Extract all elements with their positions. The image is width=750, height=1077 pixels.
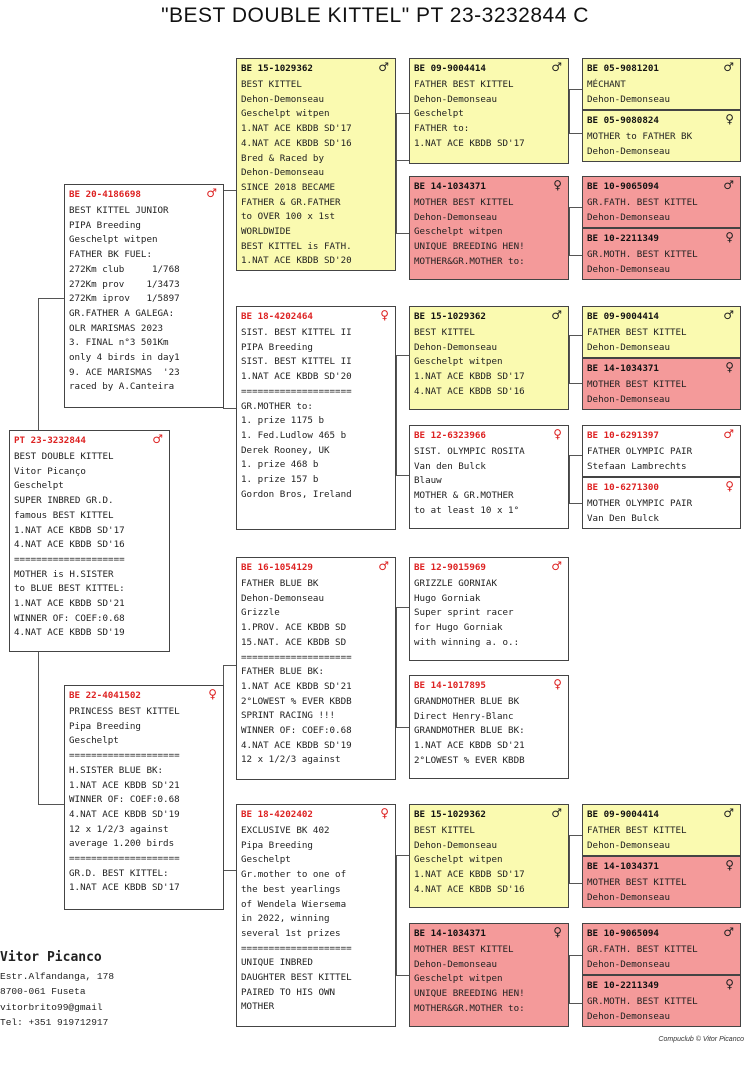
- connector-line: [38, 804, 64, 805]
- info-line: Van den Bulck: [414, 460, 486, 472]
- info-line: 1. prize 468 b: [241, 459, 319, 471]
- info-line: FATHER BK FUEL:: [69, 249, 152, 261]
- info-line: Dehon-Demonseau: [414, 839, 497, 851]
- info-line: GR.D. BEST KITTEL:: [69, 867, 169, 879]
- grandfather-maternal-card[interactable]: [236, 557, 396, 780]
- grandmother-paternal-card[interactable]: [236, 306, 396, 530]
- ring-number: BE 18-4202402: [241, 809, 313, 820]
- gen4-card-2[interactable]: [409, 176, 569, 280]
- female-icon: ♀: [725, 479, 734, 493]
- pedigree-title: "BEST DOUBLE KITTEL" PT 23-3232844 C: [161, 4, 589, 27]
- info-line: ====================: [14, 553, 125, 565]
- info-line: Geschelpt: [14, 480, 64, 492]
- ring-number: BE 09-9004414: [587, 809, 659, 820]
- info-line: 4.NAT ACE KBDB SD'19: [69, 808, 180, 820]
- connector-line: [396, 727, 410, 728]
- info-line: Pipa Breeding: [69, 720, 141, 732]
- info-line: 15.NAT. ACE KBDB SD: [241, 636, 347, 648]
- gen5-card-1[interactable]: [582, 58, 741, 110]
- info-line: Dehon-Demonseau: [587, 145, 670, 157]
- info-line: GR.FATH. BEST KITTEL: [587, 944, 698, 955]
- connector-line: [569, 89, 582, 90]
- gen5-card-8[interactable]: [582, 477, 741, 529]
- info-line: MOTHER OLYMPIC PAIR: [587, 498, 693, 509]
- male-icon: ♂: [723, 178, 734, 192]
- info-line: Dehon-Demonseau: [241, 592, 324, 604]
- male-icon: ♂: [378, 60, 389, 74]
- connector-line: [38, 298, 64, 299]
- ring-number: BE 12-9015969: [414, 562, 486, 573]
- info-line: 4.NAT ACE KBDB SD'19: [241, 739, 352, 751]
- female-icon: ♀: [380, 806, 389, 820]
- info-line: FATHER BEST KITTEL: [587, 825, 687, 836]
- gen4-card-6[interactable]: [409, 675, 569, 779]
- male-icon: ♂: [551, 60, 562, 74]
- info-line: 2°LOWEST % EVER KBDB: [241, 695, 352, 707]
- info-line: GR.FATHER A GALEGA:: [69, 307, 175, 319]
- info-line: 1.NAT ACE KBDB SD'17: [14, 524, 125, 536]
- info-line: WINNER OF: COEF:0.68: [14, 612, 125, 624]
- info-line: SUPER INBRED GR.D.: [14, 495, 114, 507]
- connector-line: [396, 355, 410, 356]
- info-line: Derek Rooney, UK: [241, 444, 330, 456]
- info-line: DAUGHTER BEST KITTEL: [241, 972, 352, 984]
- gen4-card-7[interactable]: [409, 804, 569, 908]
- info-line: ====================: [69, 853, 180, 865]
- info-line: WINNER OF: COEF:0.68: [241, 725, 352, 737]
- connector-line: [396, 233, 410, 234]
- info-line: BEST DOUBLE KITTEL: [14, 451, 114, 462]
- ring-number: BE 14-1034371: [587, 363, 659, 374]
- connector-line: [569, 455, 570, 503]
- info-line: 9. ACE MARISMAS '23: [69, 366, 180, 378]
- owner-address-line: Estr.Alfandanga, 178: [0, 970, 115, 982]
- info-line: ====================: [241, 385, 352, 397]
- ring-number: BE 20-4186698: [69, 189, 141, 200]
- info-line: Direct Henry-Blanc: [414, 710, 514, 722]
- info-line: Dehon-Demonseau: [414, 958, 497, 970]
- info-line: BEST KITTEL JUNIOR: [69, 205, 169, 216]
- info-line: 1.NAT ACE KBDB SD'17: [241, 123, 352, 135]
- gen4-card-4[interactable]: [409, 425, 569, 529]
- info-line: Dehon-Demonseau: [241, 167, 324, 179]
- info-line: MOTHER BEST KITTEL: [414, 197, 514, 208]
- ring-number: BE 10-9065094: [587, 181, 659, 192]
- info-line: GR.MOTH. BEST KITTEL: [587, 996, 698, 1007]
- connector-line: [38, 652, 39, 804]
- info-line: MOTHER BEST KITTEL: [587, 379, 687, 390]
- connector-line: [569, 883, 582, 884]
- info-line: MOTHER&GR.MOTHER to:: [414, 255, 525, 267]
- info-line: 4.NAT ACE KBDB SD'16: [241, 137, 352, 149]
- female-icon: ♀: [725, 230, 734, 244]
- info-line: only 4 birds in day1: [69, 352, 180, 364]
- info-line: 1.NAT ACE KBDB SD'21: [14, 598, 125, 610]
- info-line: Blauw: [414, 475, 442, 487]
- info-line: 1. prize 157 b: [241, 474, 319, 486]
- info-line: SIST. OLYMPIC ROSITA: [414, 446, 525, 457]
- info-line: 1. prize 1175 b: [241, 415, 324, 427]
- gen5-card-4[interactable]: [582, 228, 741, 280]
- info-line: PAIRED TO HIS OWN: [241, 986, 336, 998]
- connector-line: [223, 190, 237, 191]
- info-line: Stefaan Lambrechts: [587, 460, 687, 472]
- male-icon: ♂: [551, 308, 562, 322]
- ring-number: PT 23-3232844: [14, 435, 86, 446]
- info-line: FATHER BEST KITTEL: [414, 79, 514, 90]
- info-line: for Hugo Gorniak: [414, 622, 503, 634]
- info-line: Super sprint racer: [414, 607, 514, 619]
- info-line: Grizzle: [241, 607, 280, 619]
- info-line: Van Den Bulck: [587, 512, 659, 524]
- info-line: Dehon-Demonseau: [414, 341, 497, 353]
- ring-number: BE 09-9004414: [414, 63, 486, 74]
- info-line: ====================: [69, 750, 180, 762]
- info-line: GR.FATH. BEST KITTEL: [587, 197, 698, 208]
- connector-line: [569, 255, 582, 256]
- connector-line: [569, 455, 582, 456]
- info-line: Dehon-Demonseau: [587, 211, 670, 223]
- connector-line: [569, 335, 570, 383]
- connector-line: [396, 160, 410, 161]
- grandfather-paternal-card[interactable]: [236, 58, 396, 271]
- ring-number: BE 05-9080824: [587, 115, 659, 126]
- ring-number: BE 15-1029362: [414, 311, 486, 322]
- gen4-card-8[interactable]: [409, 923, 569, 1027]
- info-line: 1.NAT ACE KBDB SD'17: [414, 137, 525, 149]
- info-line: with winning a. o.:: [414, 636, 520, 648]
- ring-number: BE 10-6291397: [587, 430, 659, 441]
- male-icon: ♂: [206, 186, 217, 200]
- connector-line: [569, 335, 582, 336]
- info-line: famous BEST KITTEL: [14, 509, 114, 521]
- info-line: FATHER OLYMPIC PAIR: [587, 446, 693, 457]
- connector-line: [569, 207, 570, 255]
- connector-line: [569, 383, 582, 384]
- connector-line: [396, 855, 397, 975]
- info-line: Geschelpt witpen: [69, 234, 158, 246]
- info-line: Dehon-Demonseau: [414, 93, 497, 105]
- connector-line: [223, 870, 237, 871]
- info-line: MOTHER&GR.MOTHER to:: [414, 1002, 525, 1014]
- ring-number: BE 15-1029362: [414, 809, 486, 820]
- female-icon: ♀: [208, 687, 217, 701]
- connector-line: [38, 298, 39, 433]
- connector-line: [569, 835, 570, 883]
- info-line: UNIQUE BREEDING HEN!: [414, 988, 525, 1000]
- info-line: Vitor Picanço: [14, 465, 86, 477]
- info-line: in 2022, winning: [241, 913, 330, 925]
- info-line: GRIZZLE GORNIAK: [414, 578, 497, 589]
- gen5-card-6[interactable]: [582, 358, 741, 410]
- female-icon: ♀: [553, 178, 562, 192]
- info-line: 272Km club 1/768: [69, 263, 180, 275]
- info-line: PIPA Breeding: [69, 219, 141, 231]
- info-line: Dehon-Demonseau: [414, 211, 497, 223]
- owner-name: Vitor Picanco: [0, 950, 102, 965]
- info-line: Gr.mother to one of: [241, 869, 347, 881]
- info-line: Gordon Bros, Ireland: [241, 488, 352, 500]
- ring-number: BE 18-4202464: [241, 311, 313, 322]
- info-line: 272Km prov 1/3473: [69, 278, 180, 290]
- info-line: GRANDMOTHER BLUE BK:: [414, 725, 525, 737]
- info-line: Bred & Raced by: [241, 152, 324, 164]
- info-line: GR.MOTH. BEST KITTEL: [587, 249, 698, 260]
- info-line: 12 x 1/2/3 against: [69, 823, 169, 835]
- male-icon: ♂: [723, 925, 734, 939]
- gen5-card-14[interactable]: [582, 856, 741, 908]
- info-line: Geschelpt witpen: [414, 356, 503, 368]
- connector-line: [569, 835, 582, 836]
- info-line: Dehon-Demonseau: [587, 393, 670, 405]
- info-line: Dehon-Demonseau: [587, 891, 670, 903]
- female-icon: ♀: [725, 858, 734, 872]
- female-icon: ♀: [725, 977, 734, 991]
- info-line: SPRINT RACING !!!: [241, 710, 336, 722]
- info-line: 2°LOWEST % EVER KBDB: [414, 754, 525, 766]
- info-line: the best yearlings: [241, 883, 341, 895]
- info-line: 1.NAT ACE KBDB SD'21: [414, 740, 525, 752]
- info-line: to OVER 100 x 1st: [241, 211, 336, 223]
- ring-number: BE 05-9081201: [587, 63, 659, 74]
- info-line: Dehon-Demonseau: [587, 263, 670, 275]
- info-line: MOTHER is H.SISTER: [14, 568, 114, 580]
- info-line: Dehon-Demonseau: [587, 93, 670, 105]
- connector-line: [396, 475, 410, 476]
- gen5-card-13[interactable]: [582, 804, 741, 856]
- info-line: 1.NAT ACE KBDB SD'20: [241, 255, 352, 267]
- female-icon: ♀: [725, 360, 734, 374]
- info-line: average 1.200 birds: [69, 838, 175, 850]
- owner-phone: Tel: +351 919712917: [0, 1017, 109, 1028]
- info-line: BEST KITTEL is FATH.: [241, 240, 352, 252]
- grandmother-maternal-card[interactable]: [236, 804, 396, 1027]
- info-line: GR.MOTHER to:: [241, 400, 313, 412]
- info-line: MOTHER: [241, 1001, 275, 1013]
- software-credit: Compuclub © Vitor Picanco: [658, 1036, 744, 1043]
- ring-number: BE 10-2211349: [587, 233, 659, 244]
- ring-number: BE 14-1034371: [414, 928, 486, 939]
- info-line: Geschelpt witpen: [414, 854, 503, 866]
- gen5-card-7[interactable]: [582, 425, 741, 477]
- info-line: MOTHER & GR.MOTHER: [414, 490, 514, 502]
- connector-line: [396, 607, 397, 727]
- info-line: EXCLUSIVE BK 402: [241, 825, 330, 836]
- ring-number: BE 14-1034371: [587, 861, 659, 872]
- owner-email: vitorbrito99@gmail: [0, 1001, 103, 1013]
- info-line: 1.NAT ACE KBDB SD'17: [414, 869, 525, 881]
- gen5-card-2[interactable]: [582, 110, 741, 162]
- male-icon: ♂: [152, 432, 163, 446]
- connector-line: [223, 408, 237, 409]
- owner-info: [0, 950, 114, 1031]
- info-line: ====================: [241, 651, 352, 663]
- info-line: 4.NAT ACE KBDB SD'16: [414, 385, 525, 397]
- connector-line: [569, 89, 570, 133]
- info-line: 4.NAT ACE KBDB SD'16: [414, 883, 525, 895]
- connector-line: [396, 113, 410, 114]
- male-icon: ♂: [723, 806, 734, 820]
- info-line: SIST. BEST KITTEL II: [241, 356, 352, 368]
- info-line: SIST. BEST KITTEL II: [241, 327, 352, 338]
- ring-number: BE 14-1017895: [414, 680, 486, 691]
- info-line: 4.NAT ACE KBDB SD'16: [14, 539, 125, 551]
- info-line: 1.NAT ACE KBDB SD'20: [241, 371, 352, 383]
- info-line: 1.PROV. ACE KBDB SD: [241, 622, 347, 634]
- info-line: 4.NAT ACE KBDB SD'19: [14, 627, 125, 639]
- gen4-card-5[interactable]: [409, 557, 569, 661]
- female-icon: ♀: [725, 112, 734, 126]
- connector-line: [569, 955, 570, 1003]
- info-line: ====================: [241, 942, 352, 954]
- connector-line: [396, 855, 410, 856]
- info-line: Dehon-Demonseau: [587, 341, 670, 353]
- father-card[interactable]: [64, 184, 224, 408]
- male-icon: ♂: [723, 308, 734, 322]
- info-line: 3. FINAL n°3 501Km: [69, 337, 169, 349]
- info-line: WORLDWIDE: [241, 226, 291, 238]
- info-line: BEST KITTEL: [414, 825, 475, 836]
- gen4-card-1[interactable]: [409, 58, 569, 164]
- gen5-card-5[interactable]: [582, 306, 741, 358]
- info-line: Geschelpt witpen: [414, 226, 503, 238]
- info-line: Geschelpt: [414, 108, 464, 120]
- info-line: Geschelpt witpen: [241, 108, 330, 120]
- subject-pigeon-card[interactable]: [9, 430, 170, 652]
- connector-line: [569, 1003, 582, 1004]
- ring-number: BE 14-1034371: [414, 181, 486, 192]
- gen5-card-3[interactable]: [582, 176, 741, 228]
- mother-card[interactable]: [64, 685, 224, 910]
- owner-address-line: 8700-061 Fuseta: [0, 986, 86, 997]
- ring-number: BE 22-4041502: [69, 690, 141, 701]
- info-line: PRINCESS BEST KITTEL: [69, 706, 180, 717]
- connector-line: [396, 113, 397, 233]
- connector-line: [569, 207, 582, 208]
- connector-line: [223, 665, 237, 666]
- info-line: Geschelpt witpen: [414, 973, 503, 985]
- info-line: MOTHER to FATHER BK: [587, 131, 693, 142]
- ring-number: BE 10-6271300: [587, 482, 659, 493]
- female-icon: ♀: [553, 677, 562, 691]
- info-line: FATHER to:: [414, 123, 470, 135]
- info-line: FATHER & GR.FATHER: [241, 196, 341, 208]
- info-line: FATHER BEST KITTEL: [587, 327, 687, 338]
- info-line: MOTHER BEST KITTEL: [587, 877, 687, 888]
- connector-line: [569, 503, 582, 504]
- ring-number: BE 10-2211349: [587, 980, 659, 991]
- connector-line: [396, 975, 410, 976]
- info-line: to at least 10 x 1°: [414, 504, 520, 516]
- gen4-card-3[interactable]: [409, 306, 569, 410]
- info-line: OLR MARISMAS 2023: [69, 322, 164, 334]
- gen5-card-15[interactable]: [582, 923, 741, 975]
- ring-number: BE 10-9065094: [587, 928, 659, 939]
- info-line: UNIQUE INBRED: [241, 957, 313, 969]
- gen5-card-16[interactable]: [582, 975, 741, 1027]
- ring-number: BE 09-9004414: [587, 311, 659, 322]
- info-line: Dehon-Demonseau: [587, 839, 670, 851]
- info-line: FATHER BLUE BK: [241, 578, 319, 589]
- ring-number: BE 12-6323966: [414, 430, 486, 441]
- info-line: several 1st prizes: [241, 927, 341, 939]
- ring-number: BE 15-1029362: [241, 63, 313, 74]
- info-line: GRANDMOTHER BLUE BK: [414, 696, 520, 707]
- info-line: Dehon-Demonseau: [241, 93, 324, 105]
- info-line: WINNER OF: COEF:0.68: [69, 794, 180, 806]
- info-line: Dehon-Demonseau: [587, 1010, 670, 1022]
- info-line: 12 x 1/2/3 against: [241, 754, 341, 766]
- female-icon: ♀: [553, 427, 562, 441]
- info-line: MÉCHANT: [587, 79, 626, 90]
- info-line: 1.NAT ACE KBDB SD'17: [69, 882, 180, 894]
- info-line: 1.NAT ACE KBDB SD'17: [414, 371, 525, 383]
- info-line: UNIQUE BREEDING HEN!: [414, 241, 525, 253]
- info-line: 1.NAT ACE KBDB SD'21: [69, 779, 180, 791]
- info-line: Dehon-Demonseau: [587, 958, 670, 970]
- male-icon: ♂: [723, 427, 734, 441]
- male-icon: ♂: [378, 559, 389, 573]
- connector-line: [569, 133, 582, 134]
- connector-line: [396, 607, 410, 608]
- info-line: to BLUE BEST KITTEL:: [14, 583, 125, 595]
- info-line: MOTHER BEST KITTEL: [414, 944, 514, 955]
- ring-number: BE 16-1054129: [241, 562, 313, 573]
- info-line: BEST KITTEL: [414, 327, 475, 338]
- info-line: 272Km iprov 1/5897: [69, 293, 180, 305]
- female-icon: ♀: [553, 925, 562, 939]
- info-line: 1. Fed.Ludlow 465 b: [241, 429, 347, 441]
- info-line: Pipa Breeding: [241, 839, 313, 851]
- info-line: BEST KITTEL: [241, 79, 302, 90]
- info-line: H.SISTER BLUE BK:: [69, 764, 164, 776]
- male-icon: ♂: [551, 806, 562, 820]
- info-line: of Wendela Wiersema: [241, 898, 347, 910]
- male-icon: ♂: [723, 60, 734, 74]
- female-icon: ♀: [380, 308, 389, 322]
- info-line: 1.NAT ACE KBDB SD'21: [241, 680, 352, 692]
- info-line: Geschelpt: [241, 854, 291, 866]
- info-line: Hugo Gorniak: [414, 592, 481, 604]
- info-line: PIPA Breeding: [241, 341, 313, 353]
- info-line: Geschelpt: [69, 735, 119, 747]
- info-line: FATHER BLUE BK:: [241, 666, 324, 678]
- connector-line: [569, 955, 582, 956]
- info-line: raced by A.Canteira: [69, 381, 175, 393]
- male-icon: ♂: [551, 559, 562, 573]
- info-line: SINCE 2018 BECAME: [241, 181, 336, 193]
- connector-line: [396, 355, 397, 475]
